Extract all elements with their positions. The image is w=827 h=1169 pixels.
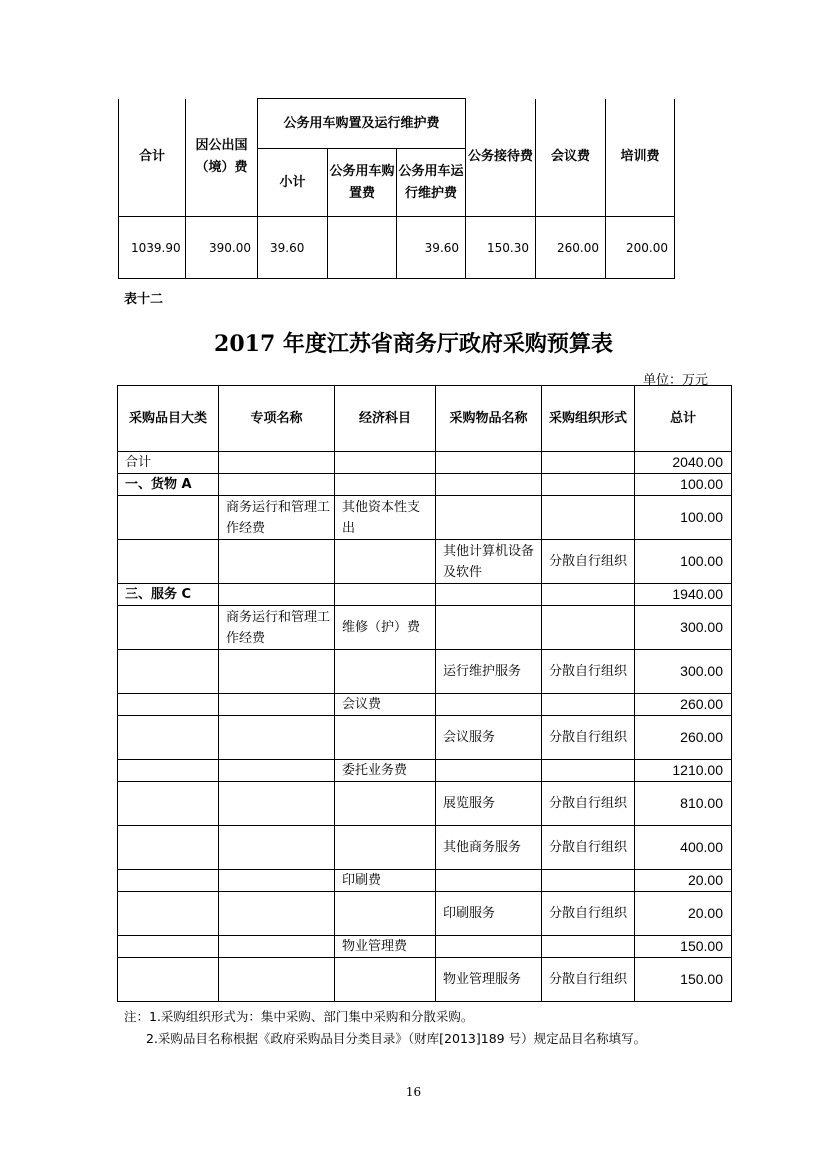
header-vehicle-purchase: 公务用车购置费 [328,149,397,217]
table-cell [542,452,635,474]
table-cell: 商务运行和管理工作经费 [219,606,335,650]
header-subtotal: 小计 [258,149,328,217]
table-cell: 100.00 [635,496,732,540]
table-cell [118,870,219,892]
table-cell [118,936,219,958]
value-subtotal: 39.60 [258,217,328,279]
table-cell: 会议服务 [436,716,542,760]
table-cell: 150.00 [635,958,732,1002]
table-cell [118,694,219,716]
table-cell [219,694,335,716]
table-cell [335,584,436,606]
value-total: 1039.90 [119,217,186,279]
table-cell: 20.00 [635,870,732,892]
table-cell [118,716,219,760]
page-number: 16 [405,1085,422,1099]
table-cell [335,716,436,760]
table-cell: 商务运行和管理工作经费 [219,496,335,540]
table-cell [542,936,635,958]
table-cell [335,892,436,936]
value-vehicle-purchase [328,217,397,279]
table-cell [118,958,219,1002]
table-cell [335,958,436,1002]
header-total: 合计 [119,99,186,217]
column-header: 专项名称 [219,386,335,452]
column-header: 采购物品名称 [436,386,542,452]
table-cell: 分散自行组织 [542,650,635,694]
table-cell: 三、服务 C [118,584,219,606]
table-cell: 1940.00 [635,584,732,606]
table-row [118,584,732,606]
table-cell: 运行维护服务 [436,650,542,694]
table-cell: 260.00 [635,716,732,760]
table-cell [219,650,335,694]
table-cell [219,716,335,760]
value-meeting: 260.00 [536,217,606,279]
table-cell [219,892,335,936]
table-cell [219,936,335,958]
value-training: 200.00 [606,217,675,279]
table-cell [335,474,436,496]
table-cell [118,826,219,870]
table-cell: 一、货物 A [118,474,219,496]
table-cell: 分散自行组织 [542,958,635,1002]
unit-label: 单位：万元 [643,373,709,388]
table-cell: 20.00 [635,892,732,936]
table-cell [219,474,335,496]
table-cell: 展览服务 [436,782,542,826]
table-header-row [118,386,732,452]
table-row [118,650,732,694]
table-cell: 260.00 [635,694,732,716]
table-cell [542,760,635,782]
table-cell: 分散自行组织 [542,716,635,760]
table-row [118,496,732,540]
table-cell [542,694,635,716]
table-cell: 300.00 [635,606,732,650]
table-cell [118,650,219,694]
table-cell [542,584,635,606]
table-row [118,782,732,826]
table-row [118,870,732,892]
table-row [118,826,732,870]
table-cell [335,782,436,826]
table-cell [436,870,542,892]
table-cell [219,958,335,1002]
table-cell: 1210.00 [635,760,732,782]
table-cell: 物业管理服务 [436,958,542,1002]
table-cell: 400.00 [635,826,732,870]
table-cell: 100.00 [635,474,732,496]
header-vehicle-group: 公务用车购置及运行维护费 [258,99,466,149]
table-cell [436,760,542,782]
table-cell: 2040.00 [635,452,732,474]
table-cell: 810.00 [635,782,732,826]
column-header: 总计 [635,386,732,452]
procurement-budget-table [117,385,732,1002]
header-vehicle-operation: 公务用车运行维护费 [397,149,466,217]
note-2: 2.采购品目名称根据《政府采购品目分类目录》（财库[2013]189 号）规定品目名称填写。 [146,1031,647,1046]
table-row [118,892,732,936]
table-cell [335,650,436,694]
table-cell [436,584,542,606]
three-public-expenses-table [118,98,675,279]
table-cell: 分散自行组织 [542,540,635,584]
table-cell [436,606,542,650]
table-cell [118,540,219,584]
table-row [118,474,732,496]
table-cell [335,540,436,584]
table-cell: 分散自行组织 [542,782,635,826]
column-header: 经济科目 [335,386,436,452]
table-cell [219,782,335,826]
table-cell: 150.00 [635,936,732,958]
table-cell [118,606,219,650]
table-cell [436,936,542,958]
table-cell [542,870,635,892]
table-cell [219,452,335,474]
table-cell: 分散自行组织 [542,826,635,870]
header-meeting: 会议费 [536,99,606,217]
note-1: 注：1.采购组织形式为：集中采购、部门集中采购和分散采购。 [124,1009,474,1024]
header-abroad: 因公出国（境）费 [186,99,258,217]
table-cell: 维修（护）费 [335,606,436,650]
table-cell: 其他商务服务 [436,826,542,870]
table-cell [436,694,542,716]
table-cell [219,826,335,870]
table-row [118,452,732,474]
value-reception: 150.30 [466,217,536,279]
header-reception: 公务接待费 [466,99,536,217]
value-abroad: 390.00 [186,217,258,279]
table-cell: 其他计算机设备及软件 [436,540,542,584]
page-title: 2017 年度江苏省商务厅政府采购预算表 [214,331,613,357]
table-cell: 委托业务费 [335,760,436,782]
value-vehicle-operation: 39.60 [397,217,466,279]
table-cell [219,540,335,584]
table-row [118,760,732,782]
table-cell [335,452,436,474]
table-cell: 物业管理费 [335,936,436,958]
table-cell: 300.00 [635,650,732,694]
table-cell [118,496,219,540]
table-row [118,716,732,760]
table-number: 表十二 [124,292,164,307]
table-cell [118,782,219,826]
table-cell [542,606,635,650]
table-row [118,936,732,958]
table-cell: 合计 [118,452,219,474]
table-row [118,606,732,650]
table-cell: 分散自行组织 [542,892,635,936]
header-training: 培训费 [606,99,675,217]
table-cell [436,496,542,540]
column-header: 采购组织形式 [542,386,635,452]
table-cell [118,892,219,936]
table-cell [436,474,542,496]
table-cell [118,760,219,782]
table-cell: 印刷服务 [436,892,542,936]
table-cell [219,584,335,606]
table-cell [219,760,335,782]
column-header: 采购品目大类 [118,386,219,452]
table-cell: 会议费 [335,694,436,716]
table-cell [542,496,635,540]
table-row [118,694,732,716]
table-cell: 其他资本性支出 [335,496,436,540]
table-row [118,540,732,584]
table-cell [436,452,542,474]
table-cell [542,474,635,496]
table-cell [335,826,436,870]
table-cell [219,870,335,892]
table-cell: 100.00 [635,540,732,584]
table-row [118,958,732,1002]
table-cell: 印刷费 [335,870,436,892]
